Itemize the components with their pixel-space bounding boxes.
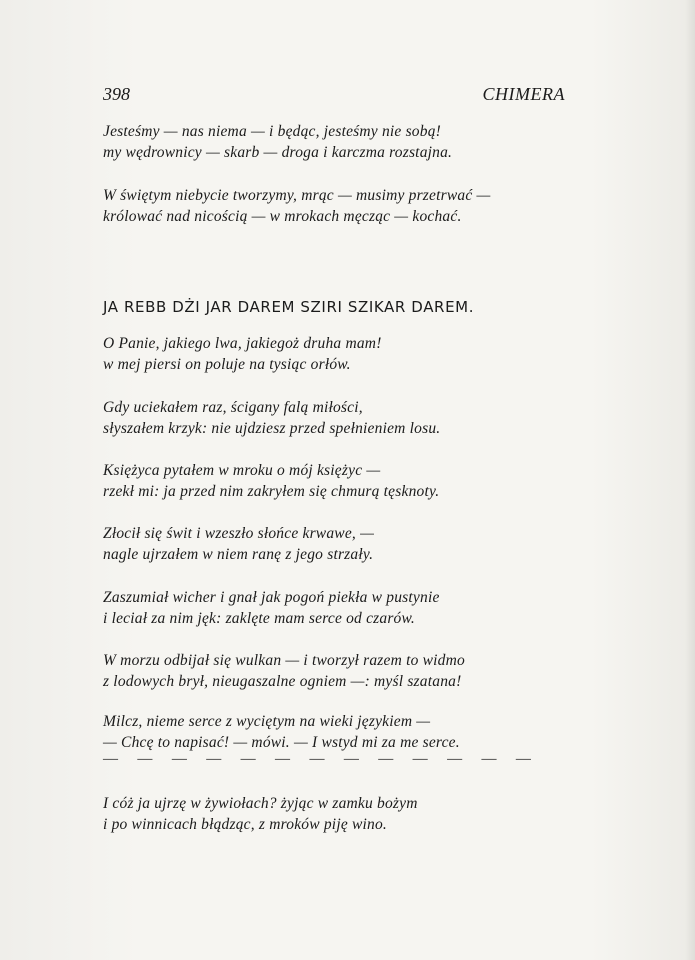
- stanza-before-1: [103, 121, 563, 163]
- stanza-3: [103, 460, 563, 502]
- page-header: [103, 84, 565, 108]
- dash-separator: [103, 751, 533, 771]
- verse-line: I cóż ja ujrzę w żywiołach? żyjąc w zamku bożym: [103, 795, 418, 812]
- verse-line: O Panie, jakiego lwa, jakiegoż druha mam!: [103, 335, 382, 352]
- separator-dash: —: [275, 751, 293, 767]
- poem-title: JA REBB DŻI JAR DAREM SZIRI SZIKAR DAREM.: [103, 298, 475, 316]
- page-edge-shadow: [685, 0, 695, 960]
- page-number: 398: [103, 84, 130, 104]
- verse-line: my wędrownicy — skarb — droga i karczma rozstajna.: [103, 144, 453, 161]
- stanza-1: [103, 333, 563, 375]
- verse-line: W morzu odbijał się wulkan — i tworzył razem to widmo: [103, 652, 465, 669]
- verse-line: Gdy uciekałem raz, ścigany falą miłości,: [103, 399, 363, 416]
- verse-line: W świętym niebycie tworzymy, mrąc — musimy przetrwać —: [103, 187, 491, 204]
- verse-line: Złocił się świt i wzeszło słońce krwawe, —: [103, 525, 375, 542]
- stanza-before-2: [103, 185, 563, 227]
- separator-dash: —: [309, 751, 327, 767]
- separator-dash: —: [447, 751, 465, 767]
- running-title: CHIMERA: [482, 84, 565, 104]
- separator-dash: —: [103, 751, 120, 767]
- stanza-6: [103, 650, 563, 692]
- stanza-7: [103, 711, 563, 753]
- verse-line: Zaszumiał wicher i gnał jak pogoń piekła w pustynie: [103, 589, 440, 606]
- stanza-4: [103, 523, 563, 565]
- verse-line: nagle ujrzałem w niem ranę z jego strzały.: [103, 546, 374, 563]
- separator-dash: —: [412, 751, 430, 767]
- verse-line: rzekł mi: ja przed nim zakryłem się chmurą tęsknoty.: [103, 483, 440, 500]
- separator-dash: —: [240, 751, 258, 767]
- stanza-5: [103, 587, 563, 629]
- verse-line: z lodowych brył, nieugaszalne ogniem —: myśl szatana!: [103, 673, 462, 690]
- separator-dash: —: [378, 751, 396, 767]
- stanza-2: [103, 397, 563, 439]
- verse-line: i po winnicach błądząc, z mroków piję wino.: [103, 816, 387, 833]
- separator-dash: —: [343, 751, 361, 767]
- verse-line: i leciał za nim jęk: zaklęte mam serce od czarów.: [103, 610, 415, 627]
- separator-dash: —: [171, 751, 189, 767]
- separator-dash: —: [137, 751, 155, 767]
- verse-line: Milcz, nieme serce z wyciętym na wieki językiem —: [103, 713, 431, 730]
- verse-line: w mej piersi on poluje na tysiąc orłów.: [103, 356, 351, 373]
- separator-dash: —: [206, 751, 224, 767]
- verse-line: Jesteśmy — nas niema — i będąc, jesteśmy nie sobą!: [103, 123, 442, 140]
- verse-line: Księżyca pytałem w mroku o mój księżyc —: [103, 462, 381, 479]
- verse-line: królować nad nicością — w mrokach męcząc — kochać.: [103, 208, 462, 225]
- separator-dash: —: [481, 751, 499, 767]
- closing-stanza: [103, 793, 563, 835]
- verse-line: — Chcę to napisać! — mówi. — I wstyd mi za me serce.: [103, 734, 460, 751]
- verse-line: słyszałem krzyk: nie ujdziesz przed spełnieniem losu.: [103, 420, 441, 437]
- separator-dash: —: [515, 751, 533, 767]
